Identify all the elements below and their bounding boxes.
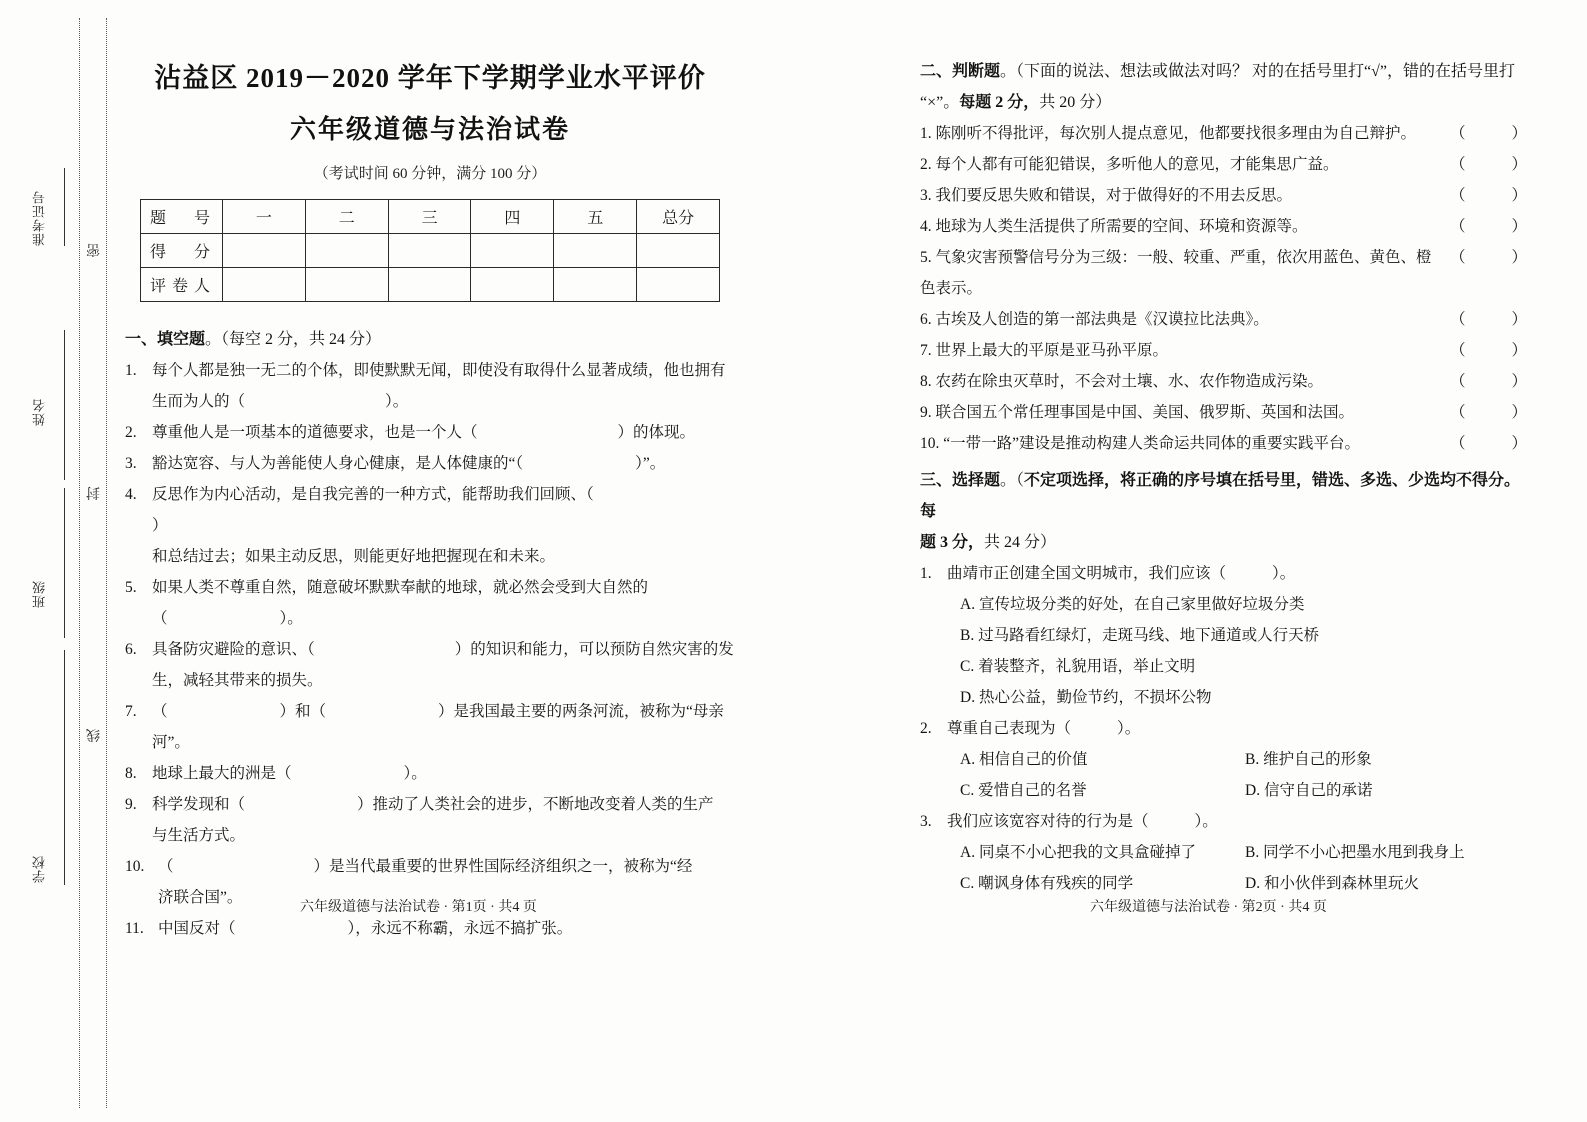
judgement-question: [920, 397, 1530, 428]
question-number: 10.: [125, 858, 145, 875]
bracket-open: （: [1450, 218, 1466, 235]
score-cell: 三: [388, 200, 471, 234]
bracket-open: （: [1450, 435, 1466, 452]
question-text-pre: 反思作为内心活动，是自我完善的一种方式，能帮助我们回顾、（: [152, 486, 594, 503]
question-statement: 地球为人类生活提供了所需要的空间、环境和资源等。: [935, 218, 1308, 235]
judgement-question: [920, 149, 1530, 180]
option-d[interactable]: D. 和小伙伴到森林里玩火: [1245, 875, 1419, 892]
question-text-pre: 曲靖市正创建全国文明城市，我们应该（: [947, 565, 1227, 582]
answer-bracket[interactable]: [1446, 366, 1530, 397]
question-number: 9.: [920, 404, 932, 421]
question-number: 5.: [125, 579, 137, 596]
question-text-post: ）。: [279, 610, 303, 627]
fill-question: [125, 417, 735, 448]
question-statement: 世界上最大的平原是亚马孙平原。: [935, 342, 1169, 359]
option-d[interactable]: D. 信守自己的承诺: [1245, 782, 1373, 799]
score-cell-blank[interactable]: [305, 234, 388, 268]
question-number: 9.: [125, 796, 137, 813]
section-heading-judgement-line2: [920, 87, 1530, 118]
bracket-close: ）: [1511, 218, 1528, 235]
question-number: 1.: [920, 125, 932, 142]
bracket-open: （: [1450, 373, 1466, 390]
question-number: 8.: [920, 373, 932, 390]
question-continuation: 济联合国”。: [158, 889, 243, 906]
question-number: 4.: [920, 218, 932, 235]
question-text-pre: 尊重自己表现为（: [947, 720, 1072, 737]
question-text: [920, 397, 1446, 428]
answer-bracket[interactable]: [1446, 211, 1530, 242]
question-statement: 农药在除虫灭草时，不会对土壤、水、农作物造成污染。: [935, 373, 1324, 390]
question-text: [947, 806, 1530, 837]
question-text: [920, 428, 1446, 459]
question-text-pre: 生而为人的（: [152, 393, 246, 410]
option-a[interactable]: A. 同桌不小心把我的文具盒碰掉了: [960, 844, 1196, 861]
section-heading-choice-bold: 三、选择题: [920, 472, 1001, 489]
score-cell-blank[interactable]: [388, 268, 471, 302]
judgement-question: [920, 366, 1530, 397]
question-text-pre: 豁达宽容、与人为善能使人身心健康，是人体健康的“（: [152, 455, 524, 472]
fill-question: [125, 572, 735, 603]
judgement-wrong-mark: “×”。: [920, 94, 960, 111]
choice-points-bold: 题 3 分，: [920, 534, 985, 551]
page-subtitle: 六年级道德与法治试卷: [289, 115, 570, 144]
bracket-close: ）: [1511, 373, 1528, 390]
question-number: 7.: [125, 703, 137, 720]
score-cell-blank[interactable]: [471, 268, 554, 302]
answer-bracket[interactable]: [1446, 304, 1530, 335]
question-text: [158, 913, 735, 944]
question-number: 10.: [920, 435, 940, 452]
fill-question: [125, 696, 735, 758]
table-row: [141, 200, 720, 234]
score-cell-blank[interactable]: [471, 234, 554, 268]
question-text: [158, 851, 735, 882]
judgement-question: [920, 335, 1530, 366]
footer-page-left: 六年级道德与法治试卷 · 第1页 · 共4 页: [300, 900, 537, 915]
option-c[interactable]: C. 嘲讽身体有残疾的同学: [960, 875, 1134, 892]
answer-bracket[interactable]: [1446, 242, 1530, 273]
section-heading-fill-in: [125, 324, 735, 355]
question-number: 1.: [920, 565, 932, 582]
score-cell-blank[interactable]: [223, 268, 306, 302]
score-cell: 五: [554, 200, 637, 234]
field-label-class: 班级: [32, 580, 47, 608]
question-number: 3.: [920, 813, 932, 830]
bracket-close: ）: [1511, 404, 1528, 421]
section-heading-choice: [920, 465, 1530, 527]
score-cell-blank[interactable]: [637, 268, 720, 302]
question-continuation: 与生活方式。: [152, 827, 246, 844]
footer-page-right: 六年级道德与法治试卷 · 第2页 · 共4 页: [1090, 900, 1327, 915]
fill-question: [125, 758, 735, 789]
score-cell: 总分: [637, 200, 720, 234]
bracket-close: ）: [1511, 435, 1528, 452]
score-row-label: 评卷人: [141, 268, 223, 302]
question-number: 2.: [125, 424, 137, 441]
question-text: [920, 149, 1446, 180]
table-row: [141, 268, 720, 302]
section-heading-choice-paren: 。（: [1000, 472, 1025, 489]
score-cell-blank[interactable]: [388, 234, 471, 268]
option-b[interactable]: B. 同学不小心把墨水甩到我身上: [1245, 844, 1465, 861]
question-text-pre: 我们应该宽容对待的行为是（: [947, 813, 1149, 830]
question-text-pre: 地球上最大的洲是（: [152, 765, 292, 782]
question-statement: 我们要反思失败和错误，对于做得好的不用去反思。: [935, 187, 1293, 204]
section-heading-judgement-bold: 二、判断题: [920, 63, 1001, 80]
judgement-question: [920, 118, 1530, 149]
question-number: 11.: [125, 920, 144, 937]
question-text-pre: （: [158, 858, 174, 875]
option-d[interactable]: D. 热心公益，勤俭节约，不损坏公物: [960, 689, 1212, 706]
right-column: [920, 0, 1530, 899]
seal-char-mi: 密: [86, 241, 100, 256]
score-cell-blank[interactable]: [637, 234, 720, 268]
question-text: [152, 479, 735, 541]
fill-question: [125, 851, 735, 882]
bracket-open: （: [1450, 125, 1466, 142]
section-heading-fill-in-rest: 。（每空 2 分，共 24 分）: [205, 331, 382, 348]
seal-dotted-line-left: [79, 18, 80, 1108]
question-number: 2.: [920, 156, 932, 173]
question-text: [920, 242, 1446, 304]
score-cell-blank[interactable]: [305, 268, 388, 302]
bracket-close: ）: [1511, 311, 1528, 328]
question-text: [152, 417, 735, 448]
question-number: 3.: [920, 187, 932, 204]
question-text: [920, 180, 1446, 211]
bracket-open: （: [1450, 156, 1466, 173]
section-heading-choice-line2: [920, 527, 1530, 558]
bracket-open: （: [1450, 404, 1466, 421]
option-a[interactable]: A. 相信自己的价值: [960, 751, 1088, 768]
question-number: 5.: [920, 249, 932, 266]
question-number: 1.: [125, 362, 137, 379]
question-text-post: ）。: [385, 393, 409, 410]
section-heading-judgement-rest: 。（下面的说法、想法或做法对吗？ 对的在括号里打“√”，错的在括号里打: [1000, 63, 1516, 80]
option-c[interactable]: C. 爱惜自己的名誉: [960, 782, 1087, 799]
question-text-post: ）”。: [635, 455, 666, 472]
choice-question: [920, 806, 1530, 837]
question-text: [152, 634, 735, 665]
field-label-school: 学校: [32, 855, 47, 883]
judgement-question: [920, 304, 1530, 335]
score-table: [140, 199, 720, 302]
fill-question: [125, 479, 735, 541]
answer-bracket[interactable]: [1446, 149, 1530, 180]
question-text-post: ）。: [403, 765, 427, 782]
choice-question: [920, 558, 1530, 589]
question-text-post: ）是我国最主要的两条河流，被称为“母亲河”。: [152, 703, 724, 751]
question-text: [152, 696, 735, 758]
section-heading-judgement: [920, 56, 1530, 87]
question-text-post: ）。: [1272, 565, 1296, 582]
question-text: [152, 789, 735, 820]
section-heading-choice-each: 每: [920, 503, 937, 520]
seal-margin: [0, 0, 118, 1122]
option-b[interactable]: B. 维护自己的形象: [1245, 751, 1372, 768]
question-text: [920, 211, 1446, 242]
bracket-open: （: [1450, 342, 1466, 359]
question-continuation: [125, 603, 735, 634]
judgement-question: [920, 211, 1530, 242]
question-text: [152, 758, 735, 789]
judgement-points-bold: 每题 2 分，: [959, 94, 1040, 111]
question-text: [920, 304, 1446, 335]
question-text-pre: 具备防灾避险的意识、（: [152, 641, 315, 658]
fill-question: [125, 789, 735, 820]
field-label-exam-number: 准考证号: [32, 190, 47, 246]
answer-bracket[interactable]: [1446, 335, 1530, 366]
question-statement: 陈刚听不得批评，每次别人提点意见，他都要找很多理由为自己辩护。: [935, 125, 1417, 142]
page-title: 沾益区 2019－2020 学年下学期学业水平评价: [154, 63, 706, 93]
fill-question: [125, 355, 735, 386]
question-text-pre: 尊重他人是一项基本的道德要求，也是一个人（: [152, 424, 478, 441]
score-cell-blank[interactable]: [554, 268, 637, 302]
score-cell-blank[interactable]: [554, 234, 637, 268]
judgement-total-points: 共 20 分）: [1039, 94, 1112, 111]
question-text-pre: （: [152, 703, 168, 720]
question-text: [947, 713, 1530, 744]
bracket-close: ）: [1511, 187, 1528, 204]
fill-question: [125, 913, 735, 944]
bracket-open: （: [1450, 249, 1466, 266]
question-text-post: ）推动了人类社会的进步，不断地改变着人类的生产: [357, 796, 714, 813]
score-cell-blank[interactable]: [223, 234, 306, 268]
question-continuation: 生，减轻其带来的损失。: [152, 672, 323, 689]
option-a[interactable]: A. 宣传垃圾分类的好处，在自己家里做好垃圾分类: [960, 596, 1305, 613]
score-row-label: 得 分: [141, 234, 223, 268]
option-row: [920, 775, 1530, 806]
field-label-name: 姓名: [32, 398, 47, 426]
question-text: [947, 558, 1530, 589]
question-text: [152, 448, 735, 479]
answer-bracket[interactable]: [1446, 180, 1530, 211]
section-heading-choice-rule: 不定项选择，将正确的序号填在括号里，错选、多选、少选均不得分。: [1024, 472, 1521, 489]
question-text-pre: 科学发现和（: [152, 796, 246, 813]
question-text-pre: 中国反对（: [158, 920, 236, 937]
question-text: [920, 335, 1446, 366]
field-rule-class: [64, 488, 65, 638]
bracket-close: ）: [1511, 156, 1528, 173]
option-c[interactable]: C. 着装整齐，礼貌用语，举止文明: [960, 658, 1196, 675]
judgement-question: [920, 180, 1530, 211]
question-number: 4.: [125, 486, 137, 503]
table-row: [141, 234, 720, 268]
question-text-post: ），永远不称霸，永远不搞扩张。: [347, 920, 573, 937]
bracket-open: （: [1450, 187, 1466, 204]
question-text: [920, 118, 1446, 149]
bracket-close: ）: [1511, 342, 1528, 359]
choice-question: [920, 713, 1530, 744]
question-text-post: ）的体现。: [617, 424, 696, 441]
option-row: [920, 868, 1530, 899]
question-number: 6.: [920, 311, 932, 328]
choice-total-points: 共 24 分）: [984, 534, 1057, 551]
question-number: 3.: [125, 455, 137, 472]
bracket-close: ）: [1511, 125, 1528, 142]
question-text-post: ）是当代最重要的世界性国际经济组织之一，被称为“经: [313, 858, 693, 875]
question-number: 6.: [125, 641, 137, 658]
score-cell: 二: [305, 200, 388, 234]
field-rule-school: [64, 650, 65, 885]
question-statement: 气象灾害预警信号分为三级：一般、较重、严重，依次用蓝色、黄色、橙色表示。: [920, 249, 1432, 297]
question-text: [920, 366, 1446, 397]
judgement-question: [920, 242, 1530, 304]
question-text-post: ）。: [1117, 720, 1141, 737]
question-number: 8.: [125, 765, 137, 782]
option-row: [920, 837, 1530, 868]
question-continuation: 和总结过去；如果主动反思，则能更好地把握现在和未来。: [152, 548, 556, 565]
option-row: [920, 744, 1530, 775]
question-text-pre: （: [152, 610, 168, 627]
fill-question: [125, 448, 735, 479]
question-statement: “一带一路”建设是推动构建人类命运共同体的重要实践平台。: [943, 435, 1361, 452]
answer-bracket[interactable]: [1446, 118, 1530, 149]
question-text-mid: ）和（: [279, 703, 327, 720]
question-text-post: ）: [152, 517, 168, 534]
question-statement: 联合国五个常任理事国是中国、美国、俄罗斯、英国和法国。: [935, 404, 1355, 421]
bracket-close: ）: [1511, 249, 1528, 266]
left-column: [125, 0, 735, 944]
question-text: 每个人都是独一无二的个体，即使默默无闻，即使没有取得什么显著成绩，他也拥有: [152, 362, 726, 379]
field-rule-name: [64, 330, 65, 480]
score-cell: 四: [471, 200, 554, 234]
seal-dotted-line-right: [106, 18, 107, 1108]
field-rule-exam-number: [64, 168, 65, 246]
exam-note: （考试时间 60 分钟，满分 100 分）: [313, 166, 547, 182]
question-statement: 古埃及人创造的第一部法典是《汉谟拉比法典》。: [935, 311, 1269, 328]
judgement-question: [920, 428, 1530, 459]
option-b[interactable]: B. 过马路看红绿灯，走斑马线、地下通道或人行天桥: [960, 627, 1320, 644]
score-row-label: 题 号: [141, 200, 223, 234]
answer-bracket[interactable]: [1446, 428, 1530, 459]
score-cell: 一: [223, 200, 306, 234]
question-number: 7.: [920, 342, 932, 359]
question-continuation: [125, 386, 735, 417]
seal-char-xian: 线: [86, 726, 100, 741]
question-statement: 每个人都有可能犯错误，多听他人的意见，才能集思广益。: [935, 156, 1339, 173]
question-text: 如果人类不尊重自然，随意破坏默默奉献的地球，就必然会受到大自然的: [152, 579, 649, 596]
question-text-post: ）。: [1194, 813, 1218, 830]
seal-char-feng: 封: [86, 484, 100, 499]
question-text-post: ）的知识和能力，可以预防自然灾害的发: [454, 641, 734, 658]
section-heading-fill-in-bold: 一、填空题: [125, 331, 206, 348]
question-number: 2.: [920, 720, 932, 737]
fill-question: [125, 634, 735, 665]
bracket-open: （: [1450, 311, 1466, 328]
answer-bracket[interactable]: [1446, 397, 1530, 428]
